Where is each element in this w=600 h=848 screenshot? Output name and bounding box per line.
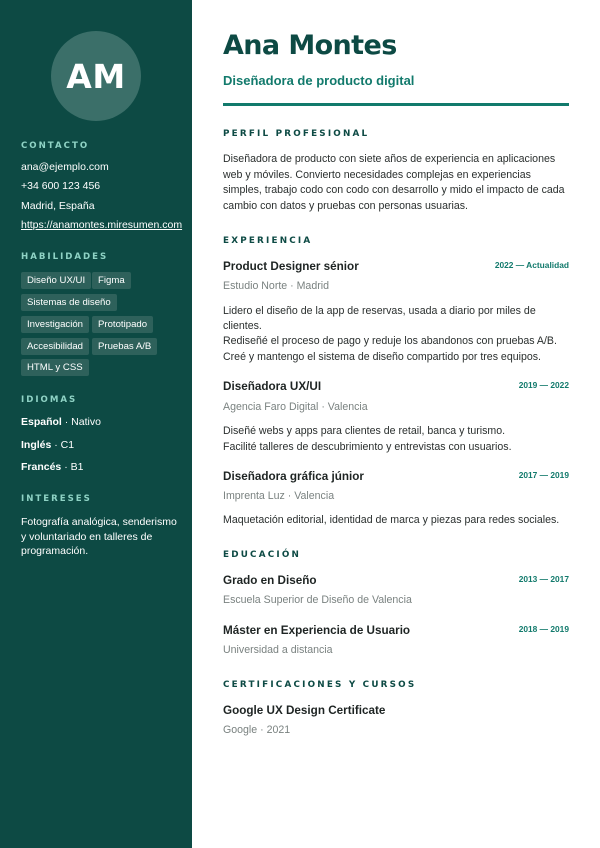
- summary-heading: PERFIL PROFESIONAL: [223, 129, 370, 139]
- contact-website-link[interactable]: https://anamontes.miresumen.com: [21, 219, 183, 231]
- person-name: Ana Montes: [223, 30, 397, 61]
- skill-chip: Accesibilidad: [21, 338, 89, 355]
- language-level: · Nativo: [61, 416, 101, 428]
- degree-school: Universidad a distancia: [223, 644, 333, 656]
- job-title: Diseñadora UX/UI: [223, 380, 322, 393]
- job-title: Product Designer sénior: [223, 260, 359, 273]
- sidebar: [0, 0, 192, 848]
- job-title: Diseñadora gráfica júnior: [223, 470, 364, 483]
- language-name: Francés: [21, 461, 62, 473]
- certifications-heading: CERTIFICACIONES Y CURSOS: [223, 680, 417, 690]
- avatar-initials: AM: [51, 31, 141, 121]
- job-company: Estudio Norte · Madrid: [223, 280, 329, 292]
- language-item: [21, 416, 101, 428]
- skill-chip: Pruebas A/B: [92, 338, 157, 355]
- contact-phone[interactable]: +34 600 123 456: [21, 180, 101, 192]
- language-name: Español: [21, 416, 62, 428]
- job-bullet: Creé y mantengo el sistema de diseño compartido por tres equipos.: [223, 351, 541, 363]
- degree-dates: 2018 — 2019: [518, 624, 569, 634]
- skill-chip: HTML y CSS: [21, 359, 89, 376]
- skills-heading: HABILIDADES: [21, 252, 109, 262]
- contact-email[interactable]: ana@ejemplo.com: [21, 161, 109, 173]
- language-item: [21, 461, 83, 473]
- skill-chip: Prototipado: [92, 316, 153, 333]
- job-bullet: Facilité talleres de descubrimiento y entrevistas con usuarios.: [223, 441, 512, 453]
- person-role: Diseñadora de producto digital: [223, 73, 415, 88]
- degree-dates: 2013 — 2017: [518, 574, 569, 584]
- job-bullet: clientes.: [223, 320, 262, 332]
- languages-heading: IDIOMAS: [21, 395, 78, 405]
- interests-heading: INTERESES: [21, 494, 92, 504]
- experience-heading: EXPERIENCIA: [223, 236, 313, 246]
- job-bullet: Maquetación editorial, identidad de marca y piezas para redes sociales.: [223, 514, 560, 526]
- job-bullet: Diseñé webs y apps para clientes de retail, banca y turismo.: [223, 425, 506, 437]
- contact-heading: CONTACTO: [21, 141, 90, 151]
- job-company: Imprenta Luz · Valencia: [223, 490, 335, 502]
- skill-chip: Sistemas de diseño: [21, 294, 117, 311]
- header-divider: [223, 103, 569, 106]
- language-level: · B1: [61, 461, 84, 473]
- language-level: · C1: [51, 439, 75, 451]
- resume-main: [223, 0, 569, 848]
- certification-title: Google UX Design Certificate: [223, 704, 386, 717]
- degree-title: Máster en Experiencia de Usuario: [223, 624, 411, 637]
- skill-chip: Figma: [92, 272, 131, 289]
- job-dates: 2017 — 2019: [518, 470, 569, 480]
- language-item: [21, 439, 74, 451]
- skill-chip: Investigación: [21, 316, 89, 333]
- education-heading: EDUCACIÓN: [223, 550, 302, 560]
- contact-location: Madrid, España: [21, 200, 95, 212]
- interests-text: Fotografía analógica, senderismo y voluntariado en talleres de programación.: [21, 516, 177, 558]
- degree-title: Grado en Diseño: [223, 574, 317, 587]
- degree-school: Escuela Superior de Diseño de Valencia: [223, 594, 412, 606]
- job-bullet: Lidero el diseño de la app de reservas, usada a diario por miles de: [223, 305, 536, 317]
- summary-text: Diseñadora de producto con siete años de experiencia en aplicaciones web y móviles. Convierto necesidades complejas en experiencias simples, trabajo codo con codo con desarrollo y mido el impacto de cada cambio con datos y pruebas con personas usuarias.: [223, 153, 565, 213]
- job-company: Agencia Faro Digital · Valencia: [223, 401, 368, 413]
- job-dates: 2022 — Actualidad: [494, 260, 569, 270]
- certification-issuer: Google · 2021: [223, 724, 291, 736]
- job-bullet: Rediseñé el proceso de pago y reduje los abandonos con pruebas A/B.: [223, 335, 557, 347]
- job-dates: 2019 — 2022: [518, 380, 569, 390]
- skill-chip: Diseño UX/UI: [21, 272, 91, 289]
- language-name: Inglés: [21, 439, 52, 451]
